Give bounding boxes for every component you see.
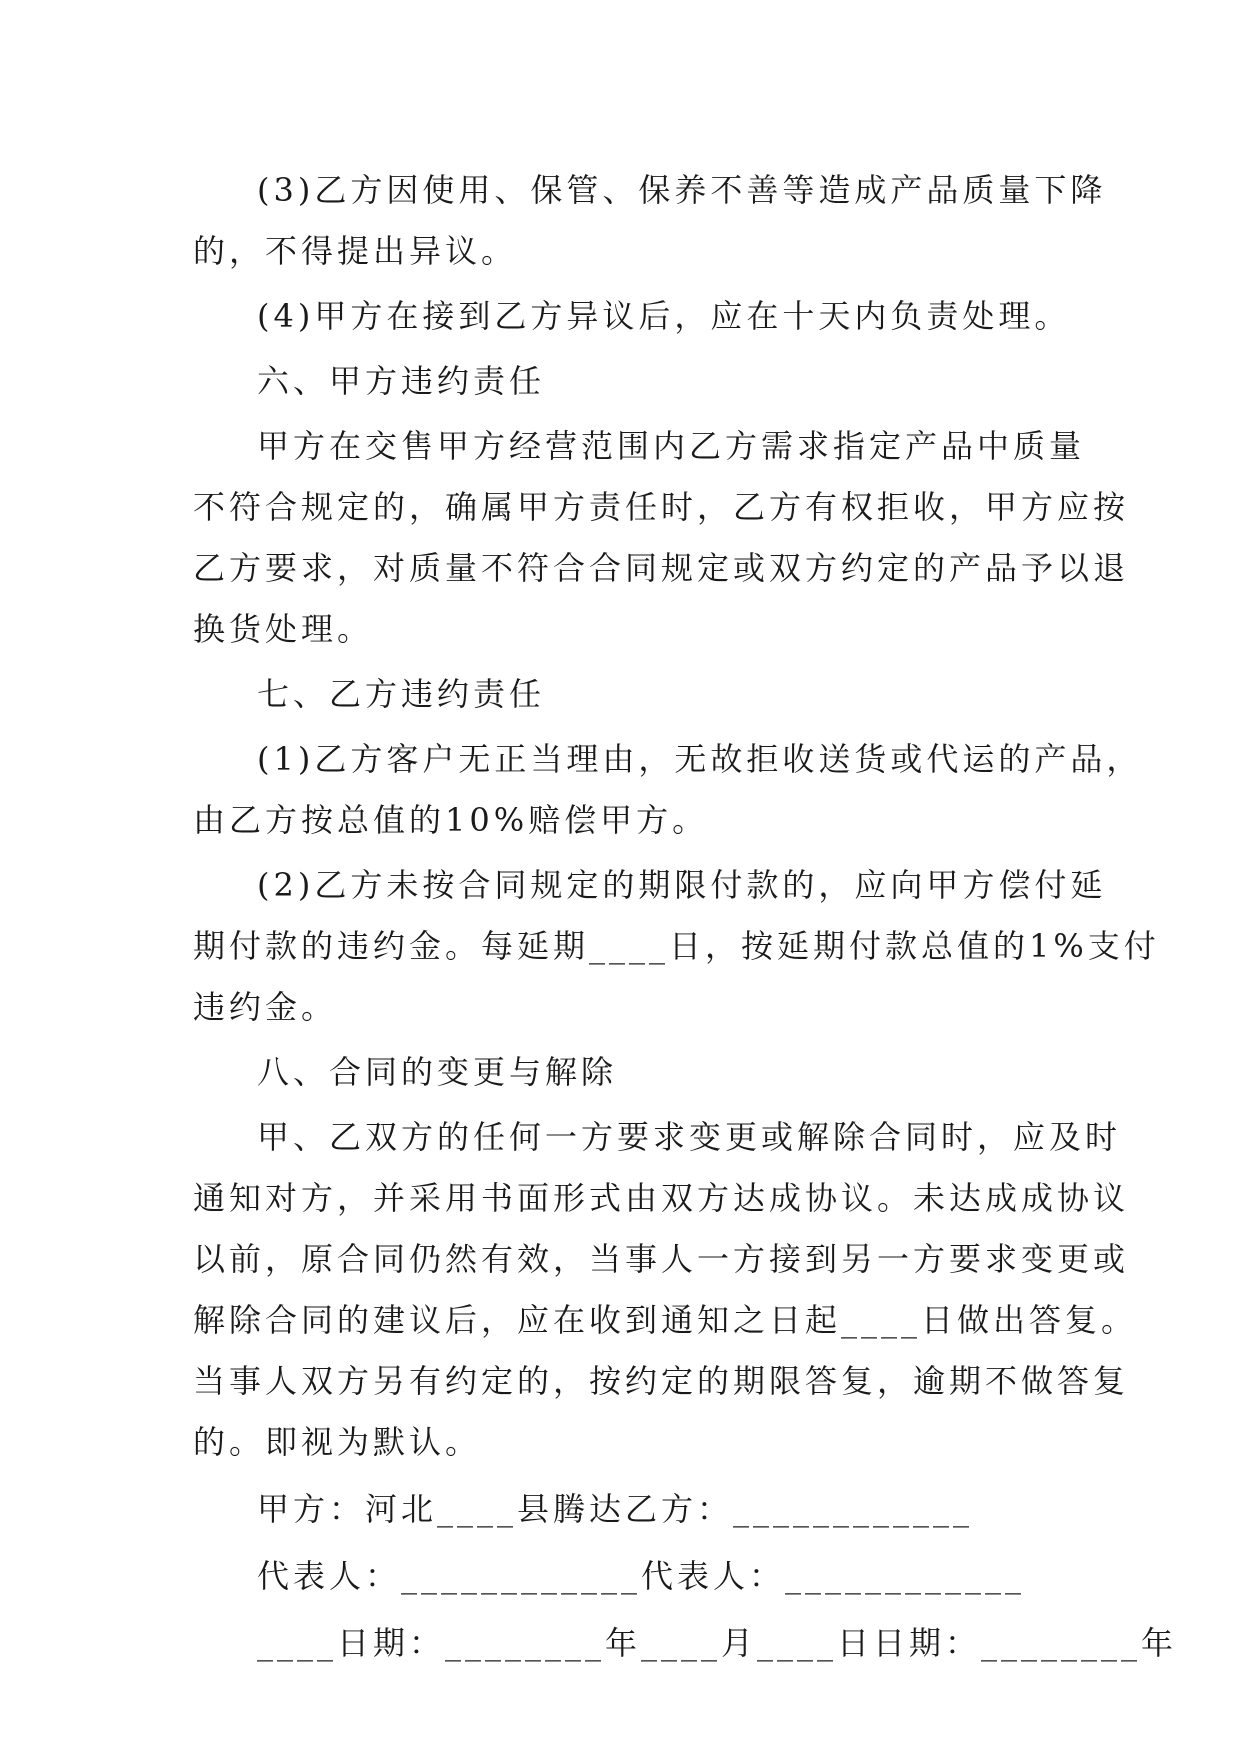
clause8-para-line4: 解除合同的建议后，应在收到通知之日起____日做出答复。 — [193, 1301, 1138, 1339]
clause7-item2-line3: 违约金。 — [193, 988, 338, 1026]
clause7-item2-line2: 期付款的违约金。每延期____日，按延期付款总值的1%支付 — [193, 927, 1160, 965]
clause6-para-line4: 换货处理。 — [193, 610, 374, 648]
clause5-item3-line2: 的，不得提出异议。 — [193, 232, 518, 270]
clause8-para-line3: 以前，原合同仍然有效，当事人一方接到另一方要求变更或 — [193, 1240, 1130, 1278]
clause8-heading: 八、合同的变更与解除 — [257, 1053, 618, 1091]
clause7-item1-line2: 由乙方按总值的10%赔偿甲方。 — [193, 801, 709, 839]
clause8-para-line6: 的。即视为默认。 — [193, 1423, 482, 1461]
clause7-heading: 七、乙方违约责任 — [257, 675, 546, 713]
signature-representatives: 代表人：____________代表人：____________ — [257, 1557, 1026, 1595]
clause7-item1-line1: (1)乙方客户无正当理由，无故拒收送货或代运的产品， — [257, 740, 1143, 778]
clause5-item4: (4)甲方在接到乙方异议后，应在十天内负责处理。 — [257, 297, 1071, 335]
contract-page — [193, 160, 1178, 1674]
clause7-item2-line1: (2)乙方未按合同规定的期限付款的，应向甲方偿付延 — [257, 866, 1107, 904]
clause8-para-line5: 当事人双方另有约定的，按约定的期限答复，逾期不做答复 — [193, 1362, 1130, 1400]
clause8-para-line1: 甲、乙双方的任何一方要求变更或解除合同时，应及时 — [257, 1118, 1122, 1156]
signature-parties: 甲方：河北____县腾达乙方：____________ — [257, 1490, 974, 1528]
signature-dates: ____日期：________年____月____日日期：________年 — [257, 1624, 1178, 1662]
clause6-para-line2: 不符合规定的，确属甲方责任时，乙方有权拒收，甲方应按 — [193, 488, 1130, 526]
clause6-heading: 六、甲方违约责任 — [257, 362, 546, 400]
clause6-para-line1: 甲方在交售甲方经营范围内乙方需求指定产品中质量 — [257, 427, 1086, 465]
clause6-para-line3: 乙方要求，对质量不符合合同规定或双方约定的产品予以退 — [193, 549, 1130, 587]
clause8-para-line2: 通知对方，并采用书面形式由双方达成协议。未达成成协议 — [193, 1179, 1130, 1217]
clause5-item3-line1: (3)乙方因使用、保管、保养不善等造成产品质量下降 — [257, 171, 1107, 209]
